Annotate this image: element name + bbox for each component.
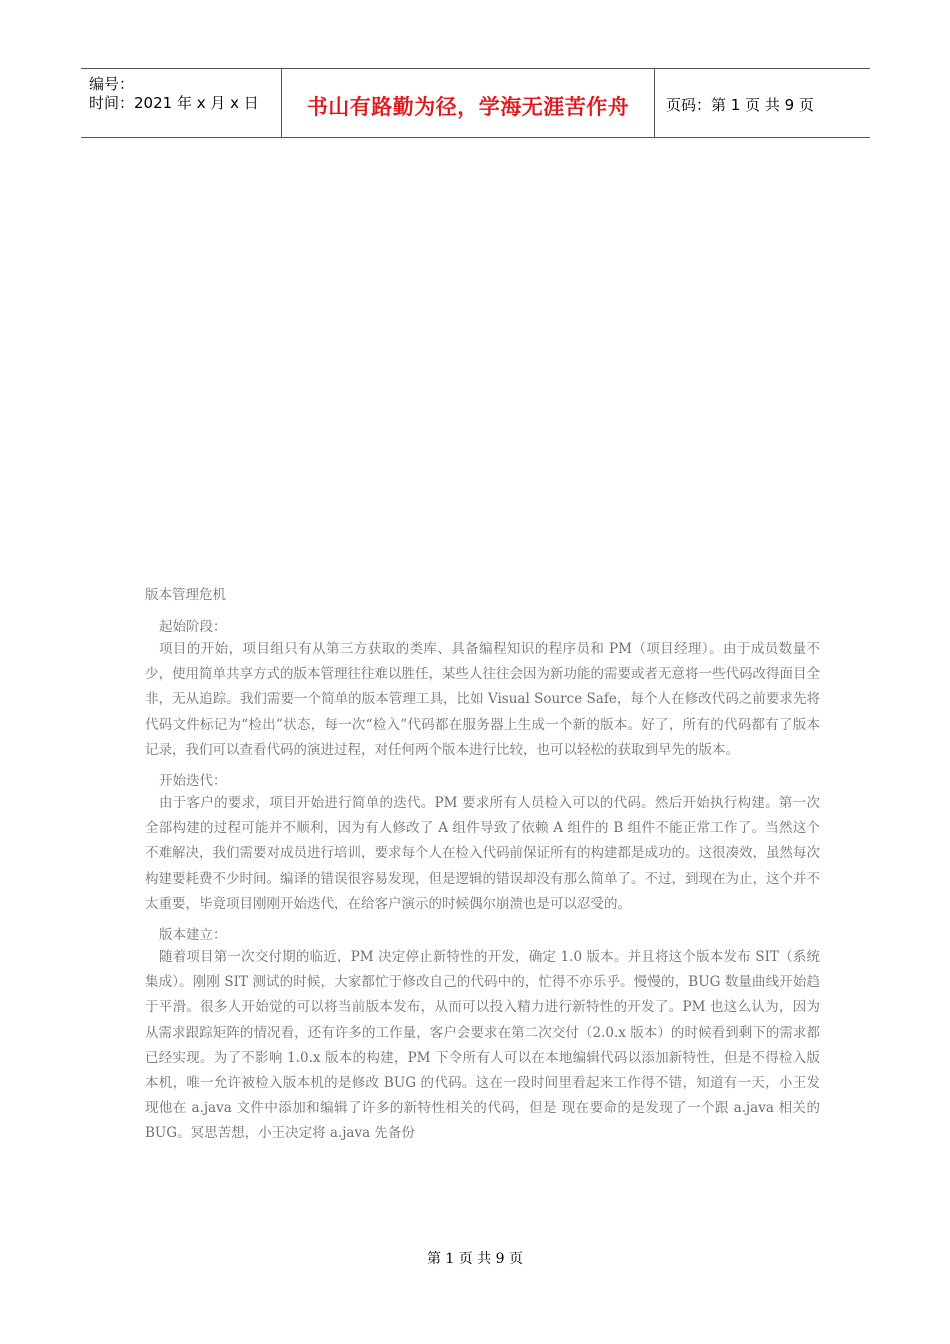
page-footer: 第 1 页 共 9 页 <box>426 1251 524 1267</box>
document-title: 版本管理危机 <box>145 587 226 603</box>
section-heading: 开始迭代： <box>159 773 227 790</box>
section-heading: 版本建立： <box>159 927 227 944</box>
section-start-phase <box>145 617 820 763</box>
header-center-cell <box>281 69 655 137</box>
header-right-cell <box>654 69 870 137</box>
section-paragraph: 由于客户的要求，项目开始进行简单的迭代。PM 要求所有人员检入可以的代码。然后开始执行构建。第一次全部构建的过程可能并不顺利，因为有人修改了 A 组件导致了依赖 A 组件的 B 组件不能正常工作了。当然这个不难解决，我们需要对成员进行培训，要求每个人在检入代码前保证所有的构建都是成功的。这很凑效，虽然每次构建要耗费不少时间。编译的错误很容易发现，但是逻辑的错误却没有那么简单了。不过，到现在为止，这个并不太重要，毕竟项目刚刚开始迭代，在给客户演示的时候偶尔崩溃也是可以忍受的。 <box>145 795 820 912</box>
section-paragraph: 项目的开始，项目组只有从第三方获取的类库、具备编程知识的程序员和 PM（项目经理）。由于成员数量不少，使用简单共享方式的版本管理往往难以胜任，某些人往往会因为新功能的需要或者无意将一些代码改得面目全非，无从追踪。我们需要一个简单的版本管理工具，比如 Visual Source Safe，每个人在修改代码之前要求先将代码文件标记为“检出”状态，每一次“检入”代码都在服务器上生成一个新的版本。好了，所有的代码都有了版本记录，我们可以查看代码的演进过程，对任何两个版本进行比较，也可以轻松的获取到早先的版本。 <box>145 641 820 758</box>
section-heading: 起始阶段： <box>159 619 227 635</box>
section-iteration <box>145 771 820 917</box>
document-body <box>145 585 820 1147</box>
header-left-cell <box>81 69 281 137</box>
document-date-label: 时间：2021 年 x 月 x 日 <box>89 94 259 112</box>
header-page-info: 页码：第 1 页 共 9 页 <box>666 96 814 114</box>
page-header-table <box>81 68 870 138</box>
section-paragraph: 随着项目第一次交付期的临近，PM 决定停止新特性的开发，确定 1.0 版本。并且将这个版本发布 SIT（系统集成）。刚刚 SIT 测试的时候，大家都忙于修改自己的代码中的，忙得不亦乐乎。慢慢的，BUG 数量曲线开始趋于平滑。很多人开始觉的可以将当前版本发布，从而可以投入精力进行新特性的开发了。PM 也这么认为，因为从需求跟踪矩阵的情况看，还有许多的工作量，客户会要求在第二次交付（2.0.x 版本）的时候看到剩下的需求都已经实现。为了不影响 1.0.x 版本的构建，PM 下令所有人可以在本地编辑代码以添加新特性，但是不得检入版本机，唯一允许被检入版本机的是修改 BUG 的代码。这在一段时间里看起来工作得不错，知道有一天，小王发现他在 a.java 文件中添加和编辑了许多的新特性相关的代码，但是 现在要命的是发现了一个跟 a.java 相关的 BUG。冥思苦想，小王决定将 a.java 先备份 <box>145 949 820 1142</box>
header-motto: 书山有路勤为径，学海无涯苦作舟 <box>306 95 630 119</box>
section-version-setup <box>145 925 820 1147</box>
document-number-label: 编号： <box>89 75 135 93</box>
